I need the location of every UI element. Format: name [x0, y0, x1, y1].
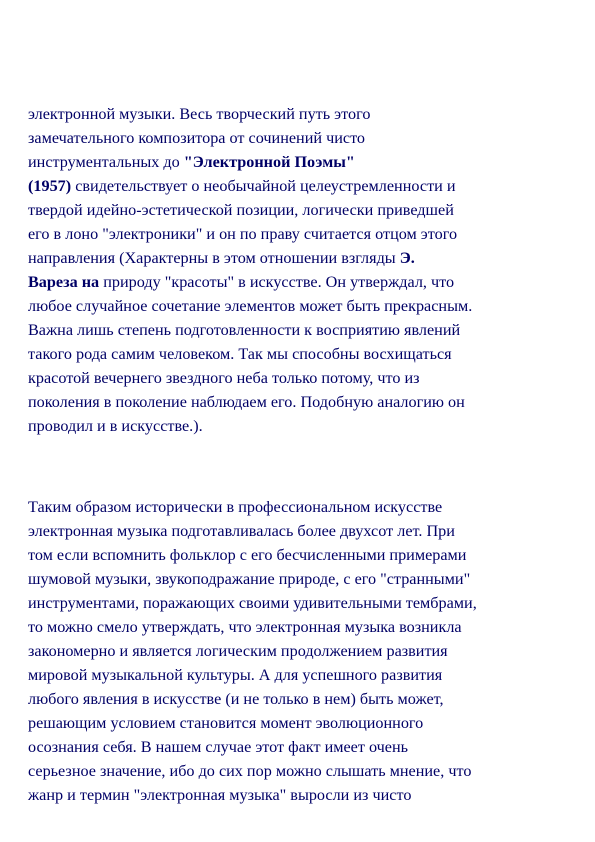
text-line — [28, 154, 355, 170]
bold-initial: Э. — [399, 249, 415, 267]
text-line: электронной музыки. Весь творческий путь этого — [28, 105, 371, 123]
text-line: мировой музыкальной культуры. А для успешного развития — [28, 666, 443, 684]
text-line: Важна лишь степень подготовленности к восприятию явлений — [28, 321, 461, 339]
text-line: любое случайное сочетание элементов может быть прекрасным. — [28, 297, 473, 315]
text-line: электронная музыка подготавливалась более двухсот лет. При — [28, 522, 455, 540]
text-line: проводил и в искусстве.). — [28, 417, 203, 435]
text-line: красотой вечернего звездного неба только потому, что из — [28, 369, 420, 387]
bold-title: "Электронной Поэмы" — [183, 153, 355, 171]
text-span: природу "красоты" в искусстве. Он утверждал, что — [99, 273, 455, 291]
text-line — [28, 178, 456, 194]
text-line: том если вспомнить фольклор с его бесчисленными примерами — [28, 546, 467, 564]
text-line: замечательного композитора от сочинений чисто — [28, 129, 366, 147]
text-line — [28, 250, 415, 266]
text-line: закономерно и является логическим продолжением развития — [28, 642, 448, 660]
text-line: решающим условием становится момент эволюционного — [28, 714, 424, 732]
text-line: его в лоно "электроники" и он по праву считается отцом этого — [28, 225, 458, 243]
text-line: любого явления в искусстве (и не только в нем) быть может, — [28, 690, 444, 708]
text-line — [28, 274, 454, 290]
text-line: Таким образом исторически в профессиональном искусстве — [28, 498, 443, 516]
text-line: то можно смело утверждать, что электронная музыка возникла — [28, 618, 462, 636]
bold-name: Вареза на — [28, 273, 100, 291]
text-line: серьезное значение, ибо до сих пор можно слышать мнение, что — [28, 762, 472, 780]
text-line: поколения в поколение наблюдаем его. Подобную аналогию он — [28, 393, 465, 411]
text-line: такого рода самим человеком. Так мы способны восхищаться — [28, 345, 452, 363]
text-span: направления (Характерны в этом отношении взгляды — [28, 249, 400, 267]
text-line: шумовой музыки, звукоподражание природе, с его "странными" — [28, 570, 471, 588]
text-span: свидетельствует о необычайной целеустремленности и — [71, 177, 456, 195]
text-line: осознания себя. В нашем случае этот факт имеет очень — [28, 738, 409, 756]
text-span: инструментальных до — [28, 153, 184, 171]
text-line: инструментами, поражающих своими удивительными тембрами, — [28, 594, 477, 612]
bold-year: (1957) — [28, 177, 72, 195]
text-line: жанр и термин "электронная музыка" выросли из чисто — [28, 786, 412, 804]
text-line: твердой идейно-эстетической позиции, логически приведшей — [28, 201, 454, 219]
